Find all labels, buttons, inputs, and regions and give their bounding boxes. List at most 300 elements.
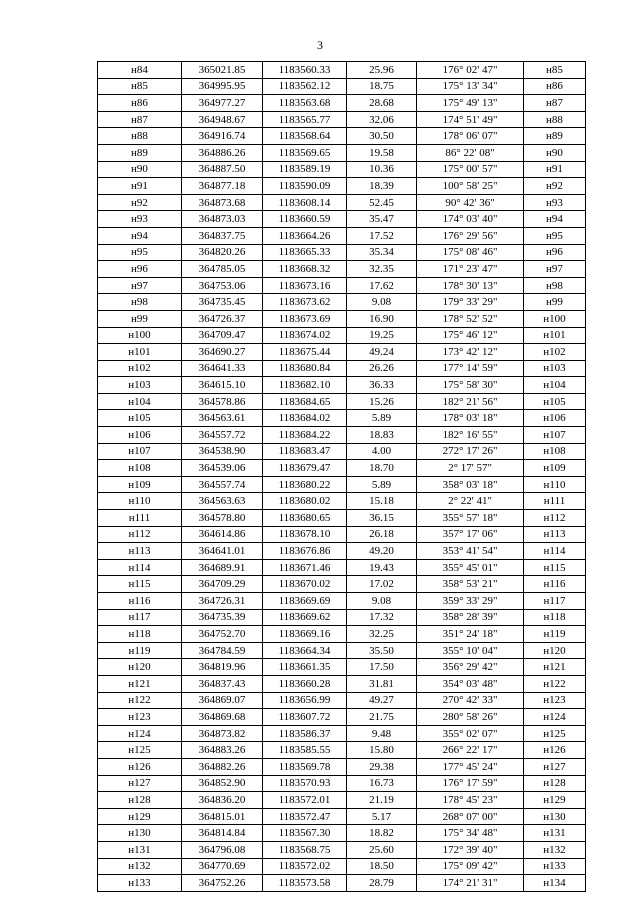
distance-cell: 32.06: [347, 111, 417, 128]
point-from-cell: н121: [98, 675, 182, 692]
point-from-cell: н111: [98, 510, 182, 527]
y-coordinate-cell: 1183670.02: [263, 576, 347, 593]
direction-angle-cell: 100° 58' 25": [417, 178, 524, 195]
distance-cell: 49.27: [347, 692, 417, 709]
point-from-cell: н106: [98, 427, 182, 444]
direction-angle-cell: 177° 45' 24": [417, 758, 524, 775]
y-coordinate-cell: 1183669.62: [263, 609, 347, 626]
point-from-cell: н129: [98, 808, 182, 825]
point-from-cell: н132: [98, 858, 182, 875]
point-from-cell: н126: [98, 758, 182, 775]
point-from-cell: н113: [98, 543, 182, 560]
y-coordinate-cell: 1183684.02: [263, 410, 347, 427]
table-row: [98, 377, 586, 394]
table-row: [98, 393, 586, 410]
distance-cell: 18.83: [347, 427, 417, 444]
y-coordinate-cell: 1183678.10: [263, 526, 347, 543]
x-coordinate-cell: 364709.29: [182, 576, 263, 593]
y-coordinate-cell: 1183562.12: [263, 78, 347, 95]
table-row: [98, 808, 586, 825]
y-coordinate-cell: 1183568.64: [263, 128, 347, 145]
point-to-cell: н101: [524, 327, 586, 344]
direction-angle-cell: 270° 42' 33": [417, 692, 524, 709]
table-row: [98, 510, 586, 527]
point-to-cell: н115: [524, 559, 586, 576]
table-row: [98, 526, 586, 543]
point-to-cell: н96: [524, 244, 586, 261]
distance-cell: 28.68: [347, 95, 417, 112]
y-coordinate-cell: 1183680.65: [263, 510, 347, 527]
point-from-cell: н107: [98, 443, 182, 460]
distance-cell: 15.26: [347, 393, 417, 410]
x-coordinate-cell: 364689.91: [182, 559, 263, 576]
point-to-cell: н118: [524, 609, 586, 626]
x-coordinate-cell: 364641.01: [182, 543, 263, 560]
point-from-cell: н108: [98, 460, 182, 477]
direction-angle-cell: 356° 29' 42": [417, 659, 524, 676]
direction-angle-cell: 86° 22' 08": [417, 144, 524, 161]
y-coordinate-cell: 1183674.02: [263, 327, 347, 344]
direction-angle-cell: 178° 30' 13": [417, 277, 524, 294]
point-to-cell: н95: [524, 227, 586, 244]
point-to-cell: н90: [524, 144, 586, 161]
x-coordinate-cell: 364819.96: [182, 659, 263, 676]
direction-angle-cell: 175° 08' 46": [417, 244, 524, 261]
y-coordinate-cell: 1183679.47: [263, 460, 347, 477]
distance-cell: 9.48: [347, 725, 417, 742]
y-coordinate-cell: 1183608.14: [263, 194, 347, 211]
table-row: [98, 675, 586, 692]
table-row: [98, 327, 586, 344]
y-coordinate-cell: 1183563.68: [263, 95, 347, 112]
direction-angle-cell: 174° 21' 31": [417, 875, 524, 892]
direction-angle-cell: 175° 00' 57": [417, 161, 524, 178]
x-coordinate-cell: 364539.06: [182, 460, 263, 477]
table-row: [98, 825, 586, 842]
direction-angle-cell: 355° 10' 04": [417, 642, 524, 659]
point-from-cell: н118: [98, 626, 182, 643]
direction-angle-cell: 175° 09' 42": [417, 858, 524, 875]
direction-angle-cell: 182° 21' 56": [417, 393, 524, 410]
table-row: [98, 609, 586, 626]
x-coordinate-cell: 364877.18: [182, 178, 263, 195]
y-coordinate-cell: 1183572.02: [263, 858, 347, 875]
point-to-cell: н103: [524, 360, 586, 377]
table-row: [98, 128, 586, 145]
x-coordinate-cell: 364948.67: [182, 111, 263, 128]
distance-cell: 18.75: [347, 78, 417, 95]
x-coordinate-cell: 364852.90: [182, 775, 263, 792]
table-row: [98, 758, 586, 775]
point-to-cell: н122: [524, 675, 586, 692]
x-coordinate-cell: 364578.86: [182, 393, 263, 410]
distance-cell: 15.80: [347, 742, 417, 759]
table-row: [98, 593, 586, 610]
y-coordinate-cell: 1183680.02: [263, 493, 347, 510]
x-coordinate-cell: 364784.59: [182, 642, 263, 659]
table-row: [98, 410, 586, 427]
point-to-cell: н108: [524, 443, 586, 460]
x-coordinate-cell: 364796.08: [182, 841, 263, 858]
y-coordinate-cell: 1183673.62: [263, 294, 347, 311]
point-from-cell: н85: [98, 78, 182, 95]
point-from-cell: н114: [98, 559, 182, 576]
point-to-cell: н116: [524, 576, 586, 593]
distance-cell: 36.33: [347, 377, 417, 394]
point-to-cell: н121: [524, 659, 586, 676]
table-row: [98, 244, 586, 261]
direction-angle-cell: 176° 02' 47": [417, 62, 524, 79]
direction-angle-cell: 175° 46' 12": [417, 327, 524, 344]
direction-angle-cell: 175° 34' 48": [417, 825, 524, 842]
y-coordinate-cell: 1183569.65: [263, 144, 347, 161]
direction-angle-cell: 178° 03' 18": [417, 410, 524, 427]
x-coordinate-cell: 364563.61: [182, 410, 263, 427]
distance-cell: 21.19: [347, 792, 417, 809]
x-coordinate-cell: 364735.45: [182, 294, 263, 311]
point-to-cell: н131: [524, 825, 586, 842]
point-from-cell: н117: [98, 609, 182, 626]
x-coordinate-cell: 365021.85: [182, 62, 263, 79]
point-to-cell: н100: [524, 310, 586, 327]
y-coordinate-cell: 1183585.55: [263, 742, 347, 759]
direction-angle-cell: 358° 28' 39": [417, 609, 524, 626]
y-coordinate-cell: 1183656.99: [263, 692, 347, 709]
distance-cell: 4.00: [347, 443, 417, 460]
direction-angle-cell: 358° 53' 21": [417, 576, 524, 593]
point-to-cell: н93: [524, 194, 586, 211]
x-coordinate-cell: 364690.27: [182, 344, 263, 361]
distance-cell: 17.32: [347, 609, 417, 626]
point-to-cell: н114: [524, 543, 586, 560]
table-row: [98, 659, 586, 676]
point-from-cell: н115: [98, 576, 182, 593]
y-coordinate-cell: 1183569.78: [263, 758, 347, 775]
point-from-cell: н105: [98, 410, 182, 427]
table-row: [98, 792, 586, 809]
x-coordinate-cell: 364995.95: [182, 78, 263, 95]
point-to-cell: н125: [524, 725, 586, 742]
point-to-cell: н106: [524, 410, 586, 427]
distance-cell: 19.43: [347, 559, 417, 576]
point-from-cell: н87: [98, 111, 182, 128]
direction-angle-cell: 355° 45' 01": [417, 559, 524, 576]
distance-cell: 17.62: [347, 277, 417, 294]
point-from-cell: н88: [98, 128, 182, 145]
direction-angle-cell: 176° 29' 56": [417, 227, 524, 244]
page-number: 3: [317, 38, 323, 52]
distance-cell: 5.89: [347, 410, 417, 427]
point-to-cell: н120: [524, 642, 586, 659]
point-from-cell: н127: [98, 775, 182, 792]
point-to-cell: н104: [524, 377, 586, 394]
distance-cell: 31.81: [347, 675, 417, 692]
direction-angle-cell: 178° 45' 23": [417, 792, 524, 809]
coordinates-table: [97, 61, 586, 892]
table-row: [98, 78, 586, 95]
table-row: [98, 476, 586, 493]
distance-cell: 35.34: [347, 244, 417, 261]
point-from-cell: н122: [98, 692, 182, 709]
point-from-cell: н100: [98, 327, 182, 344]
x-coordinate-cell: 364815.01: [182, 808, 263, 825]
distance-cell: 16.73: [347, 775, 417, 792]
point-to-cell: н127: [524, 758, 586, 775]
distance-cell: 49.20: [347, 543, 417, 560]
direction-angle-cell: 353° 41' 54": [417, 543, 524, 560]
y-coordinate-cell: 1183680.22: [263, 476, 347, 493]
point-from-cell: н133: [98, 875, 182, 892]
x-coordinate-cell: 364837.43: [182, 675, 263, 692]
distance-cell: 26.18: [347, 526, 417, 543]
point-to-cell: н102: [524, 344, 586, 361]
distance-cell: 9.08: [347, 294, 417, 311]
y-coordinate-cell: 1183586.37: [263, 725, 347, 742]
x-coordinate-cell: 364557.74: [182, 476, 263, 493]
point-from-cell: н119: [98, 642, 182, 659]
table-row: [98, 493, 586, 510]
table-row: [98, 211, 586, 228]
y-coordinate-cell: 1183660.28: [263, 675, 347, 692]
direction-angle-cell: 174° 03' 40": [417, 211, 524, 228]
direction-angle-cell: 178° 52' 52": [417, 310, 524, 327]
y-coordinate-cell: 1183673.69: [263, 310, 347, 327]
y-coordinate-cell: 1183607.72: [263, 709, 347, 726]
distance-cell: 29.38: [347, 758, 417, 775]
point-from-cell: н120: [98, 659, 182, 676]
point-from-cell: н131: [98, 841, 182, 858]
table-row: [98, 875, 586, 892]
direction-angle-cell: 2° 17' 57": [417, 460, 524, 477]
table-row: [98, 709, 586, 726]
direction-angle-cell: 175° 58' 30": [417, 377, 524, 394]
point-to-cell: н85: [524, 62, 586, 79]
x-coordinate-cell: 364785.05: [182, 261, 263, 278]
point-from-cell: н123: [98, 709, 182, 726]
table-row: [98, 775, 586, 792]
point-from-cell: н91: [98, 178, 182, 195]
point-to-cell: н105: [524, 393, 586, 410]
distance-cell: 28.79: [347, 875, 417, 892]
table-row: [98, 725, 586, 742]
point-from-cell: н92: [98, 194, 182, 211]
x-coordinate-cell: 364873.82: [182, 725, 263, 742]
y-coordinate-cell: 1183565.77: [263, 111, 347, 128]
table-row: [98, 576, 586, 593]
distance-cell: 18.82: [347, 825, 417, 842]
x-coordinate-cell: 364869.07: [182, 692, 263, 709]
y-coordinate-cell: 1183668.32: [263, 261, 347, 278]
point-from-cell: н84: [98, 62, 182, 79]
x-coordinate-cell: 364752.70: [182, 626, 263, 643]
direction-angle-cell: 90° 42' 36": [417, 194, 524, 211]
x-coordinate-cell: 364770.69: [182, 858, 263, 875]
distance-cell: 19.25: [347, 327, 417, 344]
x-coordinate-cell: 364735.39: [182, 609, 263, 626]
table-row: [98, 858, 586, 875]
point-from-cell: н90: [98, 161, 182, 178]
point-from-cell: н130: [98, 825, 182, 842]
distance-cell: 15.18: [347, 493, 417, 510]
table-row: [98, 626, 586, 643]
table-row: [98, 642, 586, 659]
y-coordinate-cell: 1183572.01: [263, 792, 347, 809]
x-coordinate-cell: 364614.86: [182, 526, 263, 543]
point-to-cell: н111: [524, 493, 586, 510]
table-row: [98, 62, 586, 79]
y-coordinate-cell: 1183680.84: [263, 360, 347, 377]
y-coordinate-cell: 1183661.35: [263, 659, 347, 676]
distance-cell: 52.45: [347, 194, 417, 211]
point-from-cell: н86: [98, 95, 182, 112]
x-coordinate-cell: 364726.31: [182, 593, 263, 610]
distance-cell: 5.89: [347, 476, 417, 493]
coordinates-table-body: [98, 62, 586, 892]
point-from-cell: н102: [98, 360, 182, 377]
y-coordinate-cell: 1183572.47: [263, 808, 347, 825]
point-from-cell: н93: [98, 211, 182, 228]
point-to-cell: н109: [524, 460, 586, 477]
distance-cell: 10.36: [347, 161, 417, 178]
distance-cell: 32.25: [347, 626, 417, 643]
point-from-cell: н96: [98, 261, 182, 278]
x-coordinate-cell: 364887.50: [182, 161, 263, 178]
point-from-cell: н124: [98, 725, 182, 742]
y-coordinate-cell: 1183665.33: [263, 244, 347, 261]
y-coordinate-cell: 1183675.44: [263, 344, 347, 361]
point-to-cell: н89: [524, 128, 586, 145]
point-to-cell: н92: [524, 178, 586, 195]
distance-cell: 36.15: [347, 510, 417, 527]
x-coordinate-cell: 364538.90: [182, 443, 263, 460]
point-to-cell: н133: [524, 858, 586, 875]
point-to-cell: н94: [524, 211, 586, 228]
table-row: [98, 194, 586, 211]
point-to-cell: н132: [524, 841, 586, 858]
table-row: [98, 460, 586, 477]
distance-cell: 9.08: [347, 593, 417, 610]
y-coordinate-cell: 1183664.26: [263, 227, 347, 244]
x-coordinate-cell: 364726.37: [182, 310, 263, 327]
point-to-cell: н119: [524, 626, 586, 643]
direction-angle-cell: 2° 22' 41": [417, 493, 524, 510]
x-coordinate-cell: 364916.74: [182, 128, 263, 145]
point-from-cell: н95: [98, 244, 182, 261]
distance-cell: 21.75: [347, 709, 417, 726]
table-row: [98, 227, 586, 244]
point-to-cell: н99: [524, 294, 586, 311]
y-coordinate-cell: 1183669.69: [263, 593, 347, 610]
point-from-cell: н101: [98, 344, 182, 361]
y-coordinate-cell: 1183673.16: [263, 277, 347, 294]
distance-cell: 18.50: [347, 858, 417, 875]
point-from-cell: н89: [98, 144, 182, 161]
direction-angle-cell: 351° 24' 18": [417, 626, 524, 643]
x-coordinate-cell: 364882.26: [182, 758, 263, 775]
distance-cell: 26.26: [347, 360, 417, 377]
point-to-cell: н124: [524, 709, 586, 726]
point-to-cell: н113: [524, 526, 586, 543]
table-row: [98, 427, 586, 444]
y-coordinate-cell: 1183682.10: [263, 377, 347, 394]
point-to-cell: н98: [524, 277, 586, 294]
point-to-cell: н88: [524, 111, 586, 128]
x-coordinate-cell: 364752.26: [182, 875, 263, 892]
direction-angle-cell: 176° 17' 59": [417, 775, 524, 792]
y-coordinate-cell: 1183669.16: [263, 626, 347, 643]
direction-angle-cell: 178° 06' 07": [417, 128, 524, 145]
point-from-cell: н94: [98, 227, 182, 244]
y-coordinate-cell: 1183684.65: [263, 393, 347, 410]
distance-cell: 17.50: [347, 659, 417, 676]
distance-cell: 5.17: [347, 808, 417, 825]
distance-cell: 35.50: [347, 642, 417, 659]
direction-angle-cell: 182° 16' 55": [417, 427, 524, 444]
point-from-cell: н97: [98, 277, 182, 294]
table-row: [98, 360, 586, 377]
direction-angle-cell: 272° 17' 26": [417, 443, 524, 460]
x-coordinate-cell: 364873.68: [182, 194, 263, 211]
direction-angle-cell: 355° 02' 07": [417, 725, 524, 742]
x-coordinate-cell: 364977.27: [182, 95, 263, 112]
table-row: [98, 310, 586, 327]
x-coordinate-cell: 364836.20: [182, 792, 263, 809]
point-to-cell: н97: [524, 261, 586, 278]
y-coordinate-cell: 1183589.19: [263, 161, 347, 178]
point-from-cell: н104: [98, 393, 182, 410]
point-from-cell: н112: [98, 526, 182, 543]
point-from-cell: н103: [98, 377, 182, 394]
x-coordinate-cell: 364820.26: [182, 244, 263, 261]
x-coordinate-cell: 364883.26: [182, 742, 263, 759]
point-to-cell: н117: [524, 593, 586, 610]
point-from-cell: н98: [98, 294, 182, 311]
direction-angle-cell: 268° 07' 00": [417, 808, 524, 825]
point-to-cell: н112: [524, 510, 586, 527]
point-to-cell: н126: [524, 742, 586, 759]
distance-cell: 16.90: [347, 310, 417, 327]
distance-cell: 17.52: [347, 227, 417, 244]
direction-angle-cell: 173° 42' 12": [417, 344, 524, 361]
point-to-cell: н87: [524, 95, 586, 112]
x-coordinate-cell: 364753.06: [182, 277, 263, 294]
direction-angle-cell: 359° 33' 29": [417, 593, 524, 610]
table-row: [98, 841, 586, 858]
y-coordinate-cell: 1183560.33: [263, 62, 347, 79]
table-row: [98, 559, 586, 576]
y-coordinate-cell: 1183676.86: [263, 543, 347, 560]
table-row: [98, 277, 586, 294]
distance-cell: 18.39: [347, 178, 417, 195]
x-coordinate-cell: 364615.10: [182, 377, 263, 394]
direction-angle-cell: 175° 49' 13": [417, 95, 524, 112]
y-coordinate-cell: 1183590.09: [263, 178, 347, 195]
point-from-cell: н128: [98, 792, 182, 809]
point-to-cell: н86: [524, 78, 586, 95]
x-coordinate-cell: 364709.47: [182, 327, 263, 344]
table-row: [98, 144, 586, 161]
direction-angle-cell: 179° 33' 29": [417, 294, 524, 311]
x-coordinate-cell: 364814.84: [182, 825, 263, 842]
point-from-cell: н110: [98, 493, 182, 510]
table-row: [98, 692, 586, 709]
direction-angle-cell: 175° 13' 34": [417, 78, 524, 95]
direction-angle-cell: 177° 14' 59": [417, 360, 524, 377]
y-coordinate-cell: 1183671.46: [263, 559, 347, 576]
table-row: [98, 161, 586, 178]
point-to-cell: н91: [524, 161, 586, 178]
y-coordinate-cell: 1183664.34: [263, 642, 347, 659]
